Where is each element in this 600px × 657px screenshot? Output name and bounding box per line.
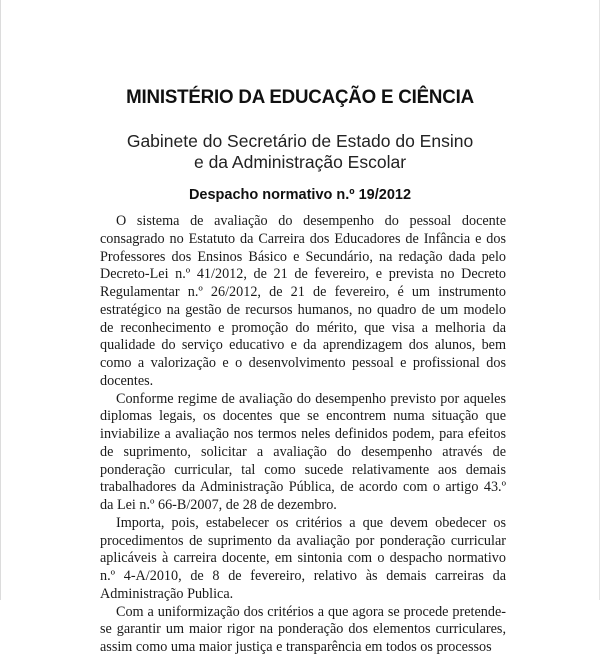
body-paragraph-2: Conforme regime de avaliação do desempenho previsto por aqueles diplomas legais, os docentes que se encontrem numa situação que inviabilize a avaliação nos termos neles definidos podem, para efeitos de suprimento, solicitar a avaliação do desempenho através de ponderação curricular, tal como sucede relativamente aos demais trabalhadores da Administração Pública, de acordo com o artigo 43.º da Lei n.º 66-B/2007, de 28 de dezembro. <box>100 390 506 513</box>
cabinet-line-2: e da Administração Escolar <box>193 152 407 172</box>
page-edge-left <box>0 0 1 600</box>
dispatch-title: Despacho normativo n.º 19/2012 <box>188 187 412 203</box>
body-paragraph-1: O sistema de avaliação do desempenho do pessoal docente consagrado no Estatuto da Carreira dos Educadores de Infância e dos Professores dos Ensinos Básico e Secundário, na redação dada pelo Decreto-Lei n.º 41/2012, de 21 de fevereiro, e prevista no Decreto Regulamentar n.º 26/2012, de 21 de fevereiro, é um instrumento estratégico na gestão de recursos humanos, no quadro de um modelo de reconhecimento e promoção do mérito, que visa a melhoria da qualidade do serviço educativo e da aprendizagem dos alunos, bem como a valorização e o desenvolvimento pessoal e profissional dos docentes. <box>100 213 506 389</box>
cabinet-line-1: Gabinete do Secretário de Estado do Ensino <box>126 131 474 151</box>
document-body <box>100 213 506 657</box>
body-paragraph-4: Com a uniformização dos critérios a que agora se procede pretende-se garantir um maior rigor na ponderação dos elementos curriculares, assim como uma maior justiça e transparência em todos os processos <box>100 603 506 655</box>
body-paragraph-3: Importa, pois, estabelecer os critérios a que devem obedecer os procedimentos de suprimento da avaliação por ponderação curricular aplicáveis à carreira docente, em sintonia com o despacho normativo n.º 4-A/2010, de 8 de fevereiro, relativo às demais carreiras da Administração Publica. <box>100 514 506 602</box>
cabinet-heading <box>0 131 600 173</box>
ministry-heading: MINISTÉRIO DA EDUCAÇÃO E CIÊNCIA <box>126 86 474 108</box>
